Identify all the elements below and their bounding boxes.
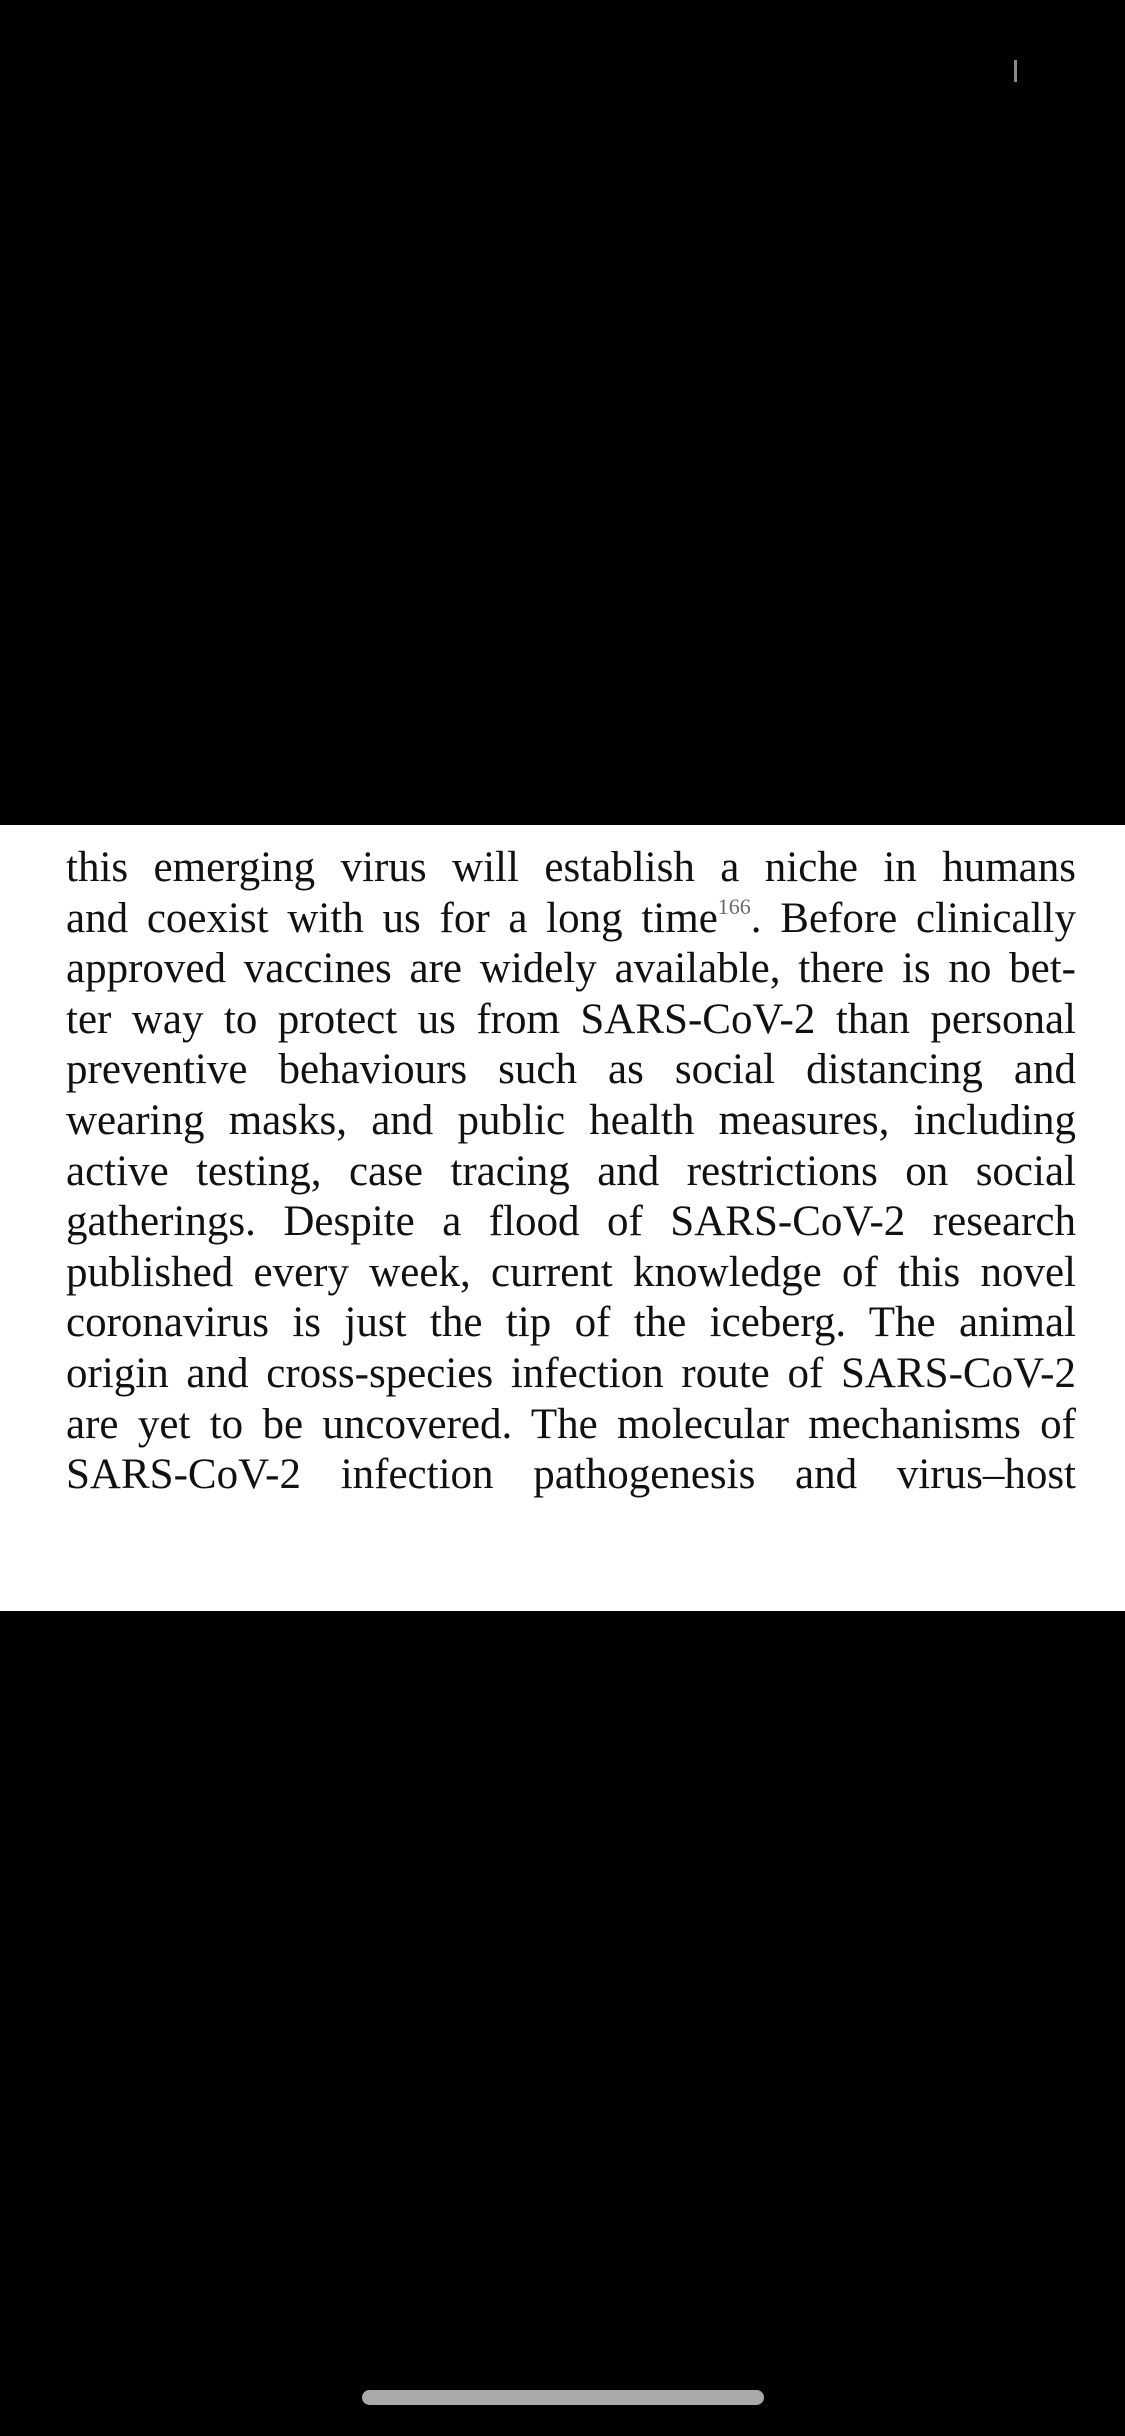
text-line-1: this emerging virus will establish a niche in humans	[66, 844, 1076, 891]
text-line-2	[66, 894, 1076, 945]
text-line-10: coronavirus is just the tip of the iceberg. The animal	[66, 1299, 1076, 1347]
text-line-4: ter way to protect us from SARS-CoV-2 than personal	[66, 995, 1076, 1043]
text-line-8: gatherings. Despite a flood of SARS-CoV-2 research	[66, 1198, 1076, 1246]
text-line-3: approved vaccines are widely available, there is no bet-	[66, 945, 1076, 993]
battery-sliver-icon	[1014, 60, 1017, 82]
text-line-13: SARS-CoV-2 infection pathogenesis and virus–host	[66, 1451, 1076, 1499]
text-line-7: active testing, case tracing and restrictions on social	[66, 1147, 1076, 1195]
citation-superscript[interactable]: 166	[717, 893, 751, 919]
text-line-11: origin and cross-species infection route of SARS-CoV-2	[66, 1349, 1076, 1397]
text-line-12: are yet to be uncovered. The molecular mechanisms of	[66, 1400, 1076, 1448]
reader-text-panel[interactable]	[0, 825, 1125, 1611]
text-line-2-start: and coexist with us for a long time	[66, 894, 718, 942]
text-line-9: published every week, current knowledge of this novel	[66, 1248, 1076, 1296]
reader-text-column	[66, 843, 1076, 1501]
text-line-2-end: . Before clinically	[750, 894, 1076, 942]
home-indicator[interactable]	[362, 2390, 764, 2405]
text-line-5: preventive behaviours such as social distancing and	[66, 1046, 1076, 1094]
text-line-6: wearing masks, and public health measures, including	[66, 1096, 1076, 1144]
